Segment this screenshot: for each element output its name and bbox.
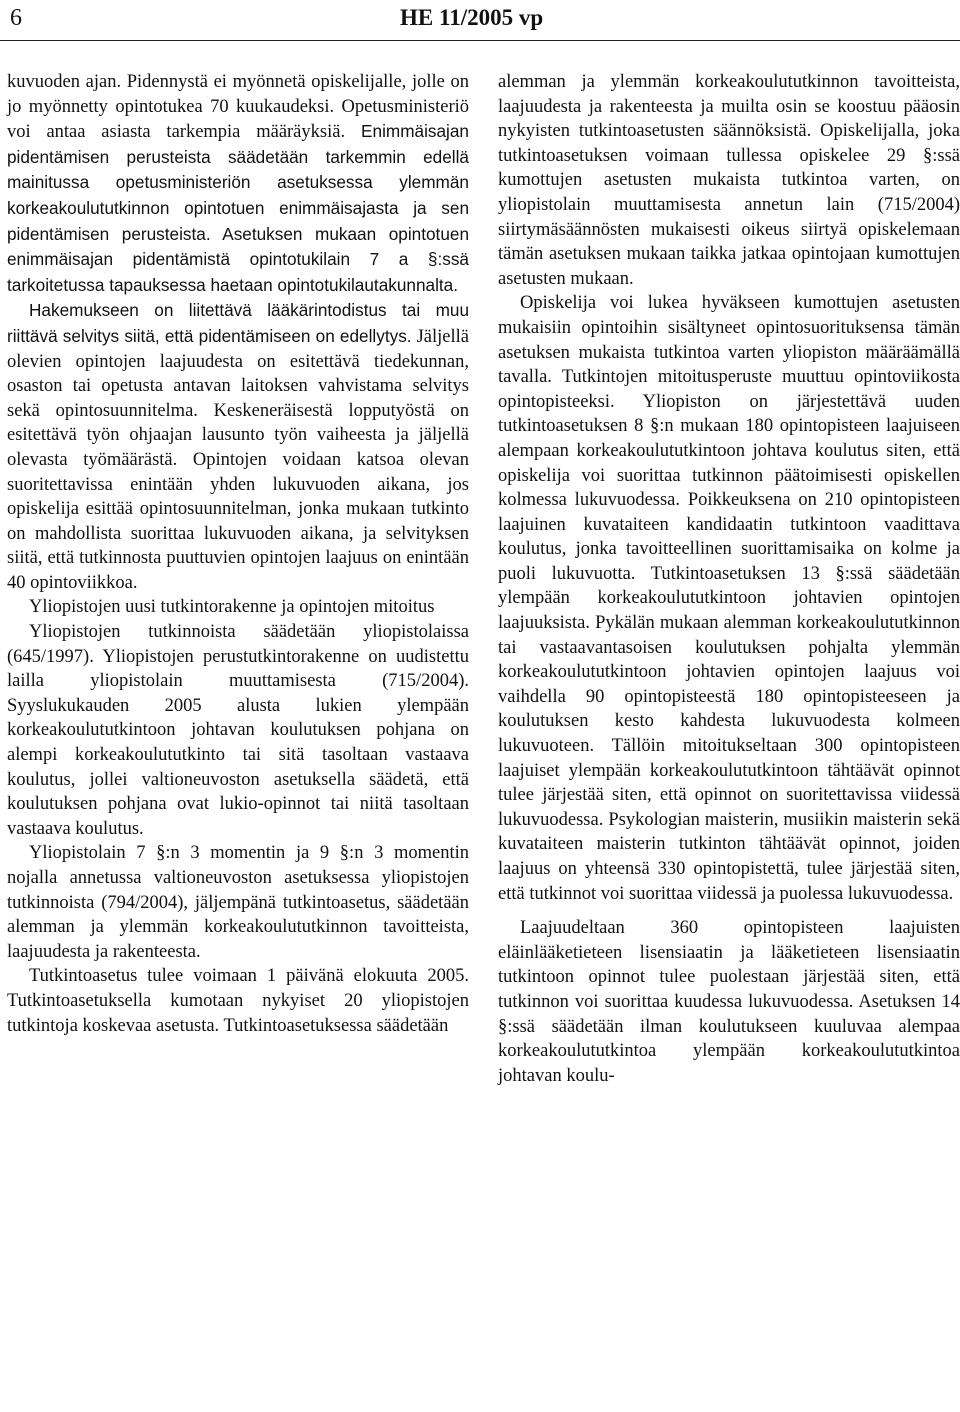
header-rule xyxy=(0,40,960,41)
right-paragraph-2: Opiskelija voi lukea hyväkseen kumottujen asetusten mukaisiin opintoihin sisältyneet opintosuorituksensa tämän asetuksen mukaista tutkintoa varten yliopiston määräämällä tavalla. Tutkintojen mitoitusperuste muuttuu opintoviikosta opintopisteeksi. Yliopiston on järjestettävä uuden tutkintoasetuksen 8 §:n mukaan 180 opintopisteen laajuiseen alempaan korkeakoulututkintoon johtava koulutus siten, että opiskelija voi suorittaa tutkinnon päätoimisesti opiskellen kolmessa lukuvuodessa. Poikkeuksena on 210 opintopisteen laajuinen kuvataiteen kandidaatin tutkintoon vaadittava koulutus, jonka tavoitteellinen suorittamisaika on kolme ja puoli lukuvuotta. Tutkintoasetuksen 13 §:ssä säädetään ylempään korkeakoulututkintoon johtavien opintojen laajuuksista. Pykälän mukaan alemman korkeakoulututkinnon tai vastaavantasoisen koulutuksen pohjalta ylemmän korkeakoulututkintoon johtavien opintojen laajuus voi vaihdella 90 opintopisteestä 180 opintopisteeseen ja koulutuksen kesto kahdesta lukuvuodesta kolmeen lukuvuoteen. Tällöin mitoitukseltaan 300 opintopisteen laajuiset ylempään korkeakoulututkintoon tähtäävät opinnot tulee järjestää siten, että opinnot on suoritettavissa viidessä lukuvuodessa. Psykologian maisterin, musiikin maisterin sekä kuvataiteen maisterin tutkinton tähtäävät opinnot, joiden laajuus on yhteensä 330 opintopistettä, tulee järjestää siten, että tutkinnot voi suorittaa viidessä ja puolessa lukuvuodessa. xyxy=(498,293,960,904)
left-paragraph-4: Yliopistolain 7 §:n 3 momentin ja 9 §:n 3 momentin nojalla annetussa valtioneuvoston asetuksessa yliopistojen tutkinnoista (794/2004), jäljempänä tutkintoasetus, säädetään alemman ja ylemmän korkeakoulututkinnon tavoitteista, laajuudesta ja rakenteesta. xyxy=(7,843,469,962)
left-paragraph-3: Yliopistojen tutkinnoista säädetään yliopistolaissa (645/1997). Yliopistojen perustutkintorakenne on uudistettu lailla yliopistolain muuttamisesta (715/2004). Syyslukukauden 2005 alusta lukien ylempään korkeakoulututkintoon johtavan koulutuksen pohjana on alempi korkeakoulututkinto tai sitä tasoltaan vastaava koulutus, jollei valtioneuvoston asetuksella säädetä, että koulutuksen pohjana ovat lukio-opinnot tai niitä tasoltaan vastaava koulutus. xyxy=(7,622,469,839)
running-title: HE 11/2005 vp xyxy=(400,5,544,30)
page-number: 6 xyxy=(10,5,22,31)
right-paragraph-3: Laajuudeltaan 360 opintopisteen laajuisten eläinlääketieteen lisensiaatin ja lääketieteen lisensiaatin tutkintoon opinnot tulee puolestaan järjestää siten, että tutkinnon voi suorittaa kuudessa lukuvuodessa. Asetuksen 14 §:ssä säädetään ilman koulutukseen kuuluvaa alempaa korkeakoulututkintoa ylempään korkeakoulututkintoa johtavan koulu- xyxy=(498,918,960,1086)
left-paragraph-2 xyxy=(7,298,469,595)
page-header xyxy=(0,0,960,46)
left-paragraph-5: Tutkintoasetus tulee voimaan 1 päivänä elokuuta 2005. Tutkintoasetuksella kumotaan nykyiset 20 yliopistojen tutkintoja koskevaa asetusta. Tutkintoasetuksessa säädetään xyxy=(7,966,469,1036)
left-paragraph-2-sans: Hakemukseen on liitettävä lääkärintodistus tai muu riittävä selvitys siitä, että pidentämiseen on edellytys. xyxy=(7,300,469,346)
left-paragraph-1-sans: Enimmäisajan pidentämisen perusteista säädetään tarkemmin edellä mainitussa opetusministeriön asetuksessa ylemmän korkeakoulututkinnon opintotuen enimmäisajasta ja sen pidentämisen perusteista. Asetuksen mukaan opintotuen enimmäisajan pidentämistä opintotukilain 7 a §:ssä tarkoitetussa tapauksessa haetaan opintotukilautakunnalta. xyxy=(7,121,469,295)
left-paragraph-1-serif: kuvuoden ajan. Pidennystä ei myönnetä opiskelijalle, jolle on jo myönnetty opintotukea 70 kuukaudeksi. Opetusministeriö voi antaa asiasta tarkempia määräyksiä. xyxy=(7,72,469,143)
right-column xyxy=(498,70,960,1088)
left-paragraph-2-serif: Jäljellä olevien opintojen laajuudesta on esitettävä tiedekunnan, osaston tai opetusta antavan laitoksen vahvistama selvitys sekä opintosuunnitelma. Keskeneräisestä lopputyöstä on esitettävä työn ohjaajan lausunto työn vaiheesta ja jäljellä olevasta työmäärästä. Opintojen voidaan katsoa olevan suoritettavissa enintään yhden lukuvuoden aikana, jos opiskelija esittää opintosuunnitelman, jonka mukaan tutkinto on mahdollista suorittaa lukuvuoden aikana, ja selvityksen siitä, että tutkinnosta puuttuvien opintojen laajuus on enintään 40 opintoviikkoa. xyxy=(7,326,469,593)
paragraph-gap xyxy=(498,906,960,916)
left-paragraph-1 xyxy=(7,70,469,298)
right-paragraph-1: alemman ja ylemmän korkeakoulututkinnon tavoitteista, laajuudesta ja rakenteesta ja muilta osin se koostuu pääosin nykyisten tutkintoasetusten säännöksistä. Opiskelijalla, joka tutkintoasetuksen voimaan tullessa opiskelee 29 §:ssä kumottujen asetusten mukaista tutkintoa varten, on yliopistolain muuttamisesta annetun lain (715/2004) siirtymäsäännösten mukaisesti oikeus siirtyä opiskelemaan tämän asetuksen mukaan taikka jatkaa opintojaan kumottujen asetusten mukaan. xyxy=(498,72,960,289)
section-heading: Yliopistojen uusi tutkintorakenne ja opintojen mitoitus xyxy=(29,597,435,618)
left-column xyxy=(7,70,469,1038)
